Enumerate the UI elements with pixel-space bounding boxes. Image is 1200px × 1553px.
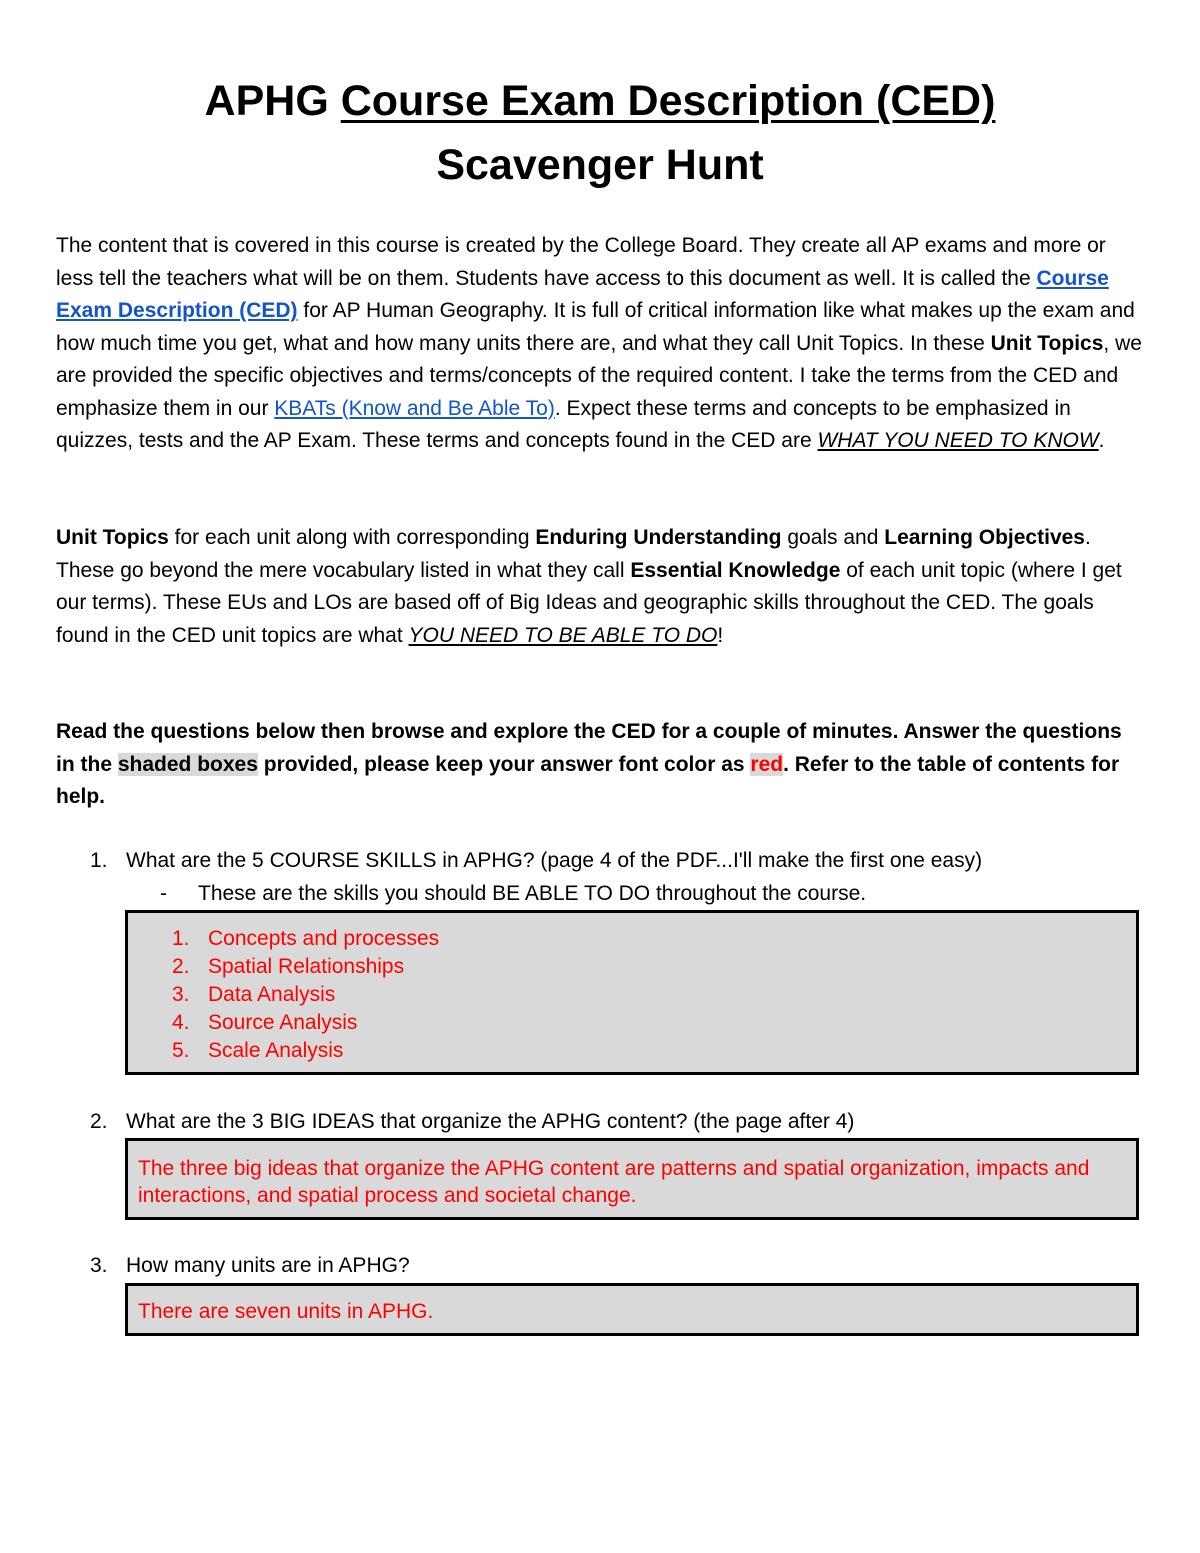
list-text: Spatial Relationships [208,955,405,978]
para2-text-4: of each unit topic (where I get our terms). These EUs and LOs are based off of Big Ideas and geographic skills throughout the CED. The goals found in the CED unit topics are what [56,558,1122,647]
title-underlined: Course Exam Description (CED) [340,77,996,125]
question-number: 1. [90,849,108,872]
unit-topics-paragraph [56,522,1146,652]
para2-text-3: . These go beyond the mere vocabulary listed in what they call [56,526,1091,582]
question-text: What are the 3 BIG IDEAS that organize the APHG content? (the page after 4) [126,1110,855,1133]
instructions-text-1: Read the questions below then browse and explore the CED for a couple of minutes. Answer the questions in the [56,720,1122,776]
list-number: 4. [172,1011,190,1034]
para2-text-1: for each unit along with corresponding [168,526,536,549]
list-text: Scale Analysis [208,1039,344,1062]
answer-box-3[interactable]: There are seven units in APHG. [125,1283,1139,1336]
para2-bold-3: Learning Objectives [884,526,1085,549]
intro-text-5: . [1098,429,1105,452]
question-number: 2. [90,1110,108,1133]
question-number: 3. [90,1254,108,1277]
subnote-text: These are the skills you should BE ABLE TO DO throughout the course. [198,882,867,905]
question-3 [90,1251,1150,1281]
kbats-link[interactable]: KBATs (Know and Be Able To) [274,396,555,420]
intro-emphasis: WHAT YOU NEED TO KNOW [817,429,1099,452]
question-1 [90,846,1150,876]
list-item [172,1037,1136,1065]
instructions-shaded: shaded boxes [117,752,258,776]
instructions-paragraph [56,716,1146,814]
question-text: What are the 5 COURSE SKILLS in APHG? (page 4 of the PDF...I'll make the first one easy) [126,849,983,872]
list-number: 1. [172,927,190,950]
list-number: 2. [172,955,190,978]
instructions-text-2: provided, please keep your answer font color as [257,752,751,776]
question-text: How many units are in APHG? [126,1254,410,1277]
intro-bold-unit-topics: Unit Topics [990,331,1104,355]
list-text: Concepts and processes [208,927,440,950]
list-item [172,953,1136,981]
intro-text-2: for AP Human Geography. It is full of critical information like what makes up the exam and how much time you get, what and how many units there are, and what they call Unit Topics. In these [56,299,1135,355]
list-text: Source Analysis [208,1011,358,1034]
intro-paragraph [56,230,1146,458]
para2-text-5: ! [717,623,724,647]
list-number: 5. [172,1039,190,1062]
question-2 [90,1107,1150,1137]
list-number: 3. [172,983,190,1006]
intro-text-1: The content that is covered in this course is created by the College Board. They create all AP exams and more or less tell the teachers what will be on them. Students have access to this document as well. It is called the [56,234,1106,290]
instructions-text-3: . Refer to the table of contents for help. [56,752,1120,808]
para2-emphasis: YOU NEED TO BE ABLE TO DO [408,623,718,647]
title-prefix: APHG [204,77,341,125]
list-item [172,925,1136,953]
para2-bold-1: Unit Topics [56,526,169,549]
instructions-red: red [750,752,784,776]
para2-bold-2: Enduring Understanding [535,526,782,549]
para2-text-2: goals and [781,526,885,549]
page-subtitle: Scavenger Hunt [436,141,764,189]
ced-link[interactable]: Course Exam Description (CED) [56,266,1109,322]
intro-text-3: , we are provided the specific objectives and terms/concepts of the required content. I take the terms from the CED and emphasize them in our [56,331,1142,420]
list-text: Data Analysis [208,983,336,1006]
intro-text-4: . Expect these terms and concepts to be emphasized in quizzes, tests and the AP Exam. These terms and concepts found in the CED are [56,396,1071,452]
list-item [172,1009,1136,1037]
answer-box-2[interactable]: The three big ideas that organize the APHG content are patterns and spatial organization, impacts and interactions, and spatial process and societal change. [125,1138,1139,1220]
para2-bold-4: Essential Knowledge [630,558,841,582]
answer-list [172,925,1136,1065]
list-item [172,981,1136,1009]
question-1-subnote [160,879,866,909]
subnote-dash: - [160,882,167,905]
answer-box-1[interactable] [125,910,1139,1075]
page-title [0,76,1200,126]
